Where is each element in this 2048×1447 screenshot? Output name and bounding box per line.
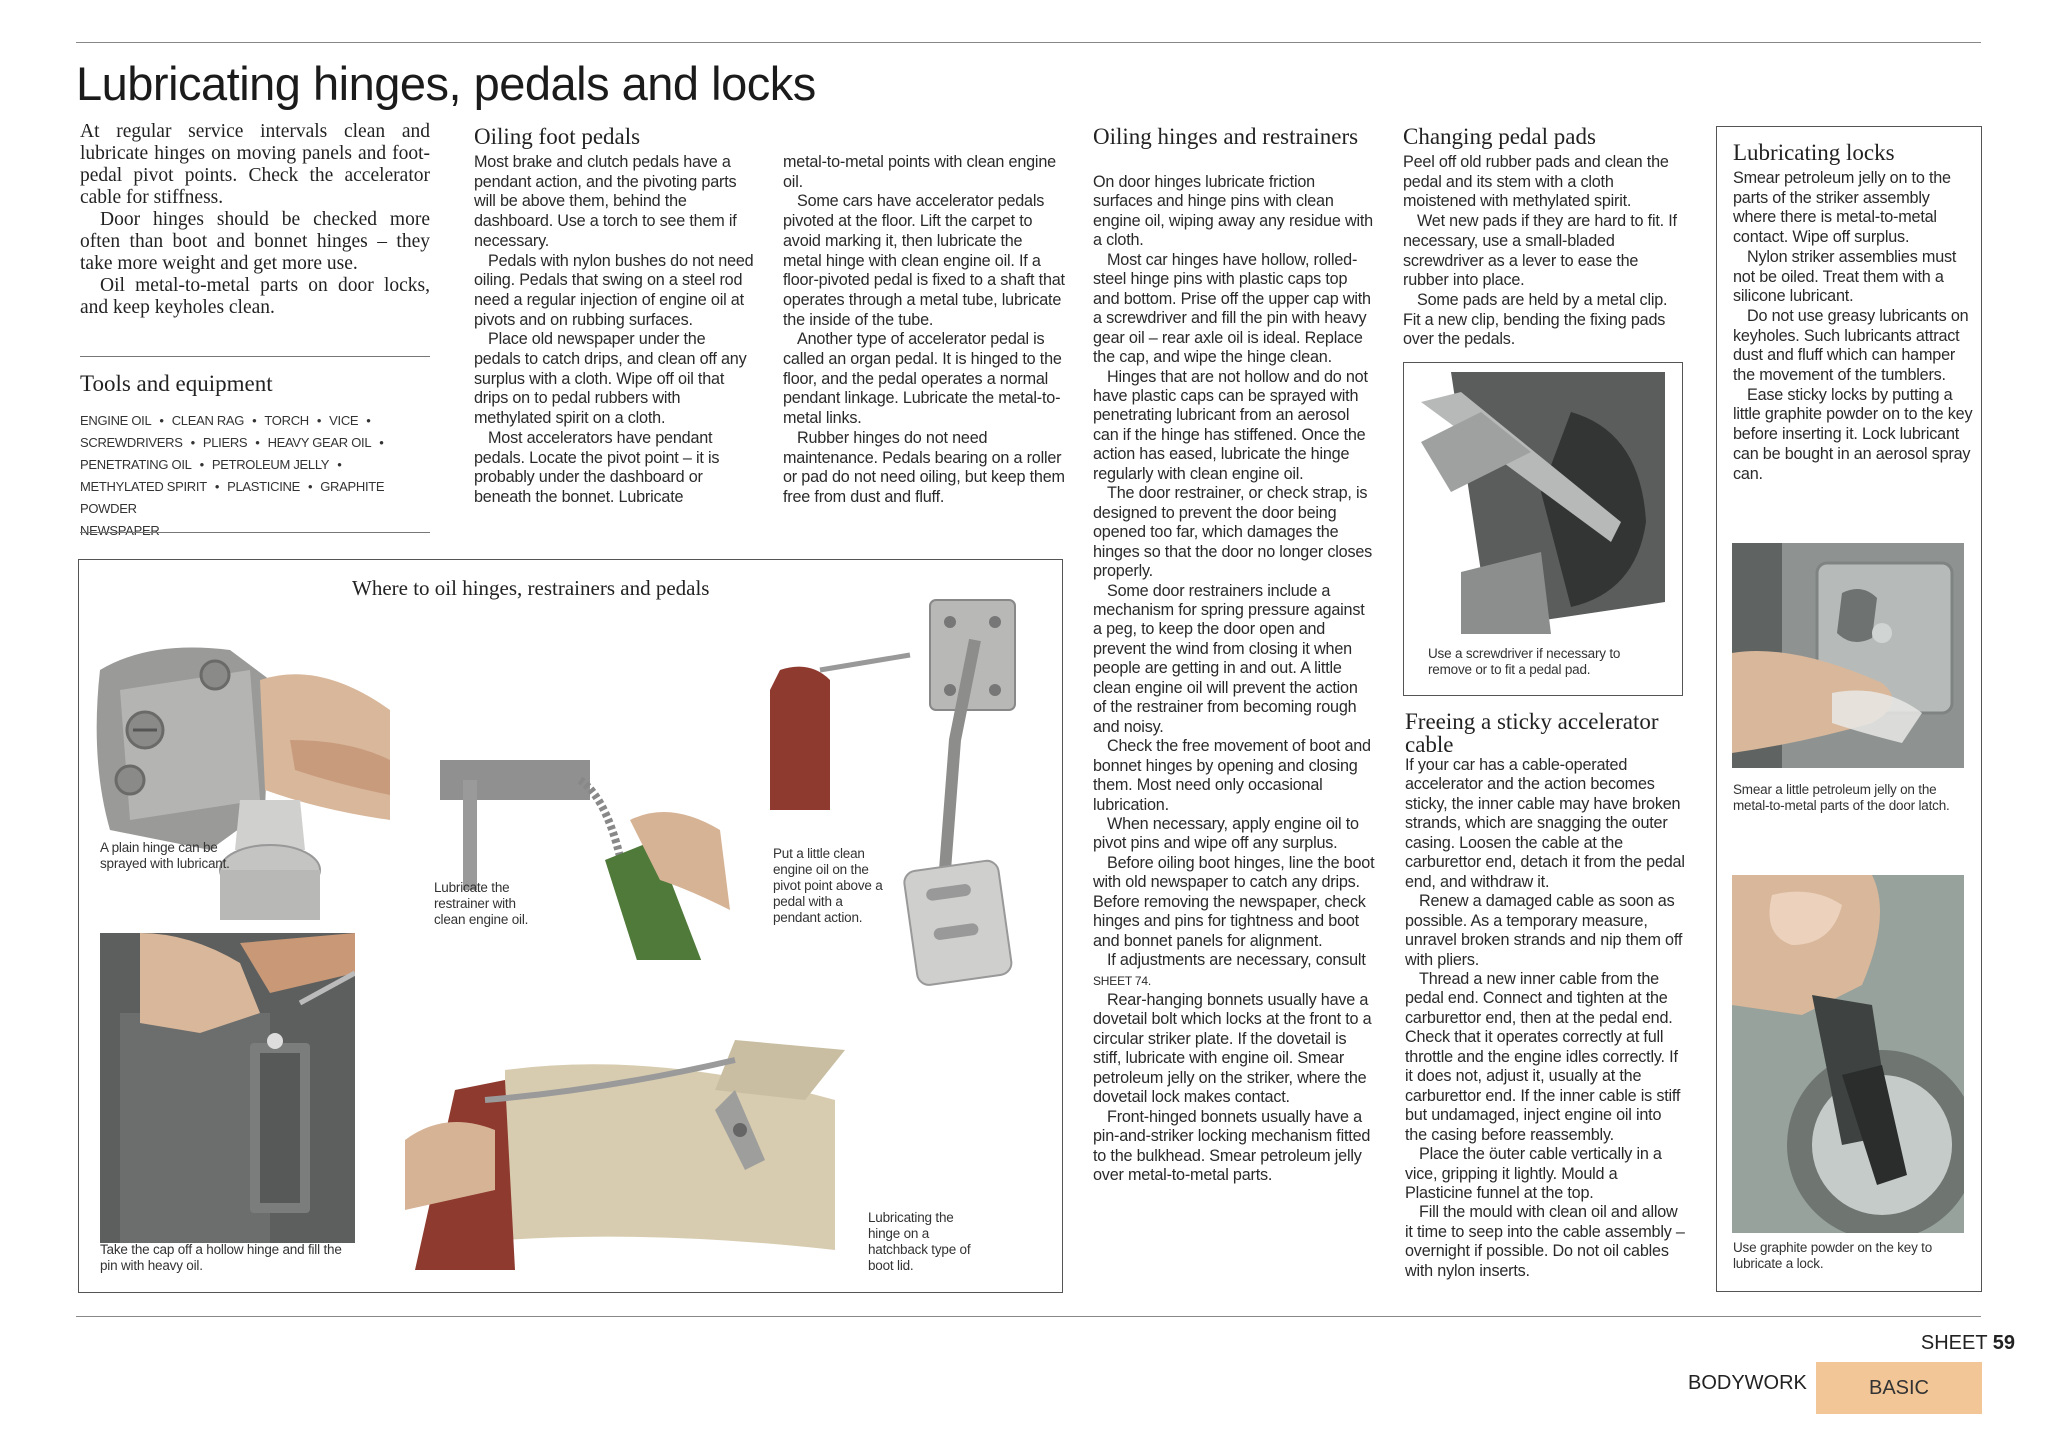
intro-paragraph: At regular service intervals clean and lubricate hinges on moving panels and foot-pedal pivot points. Check the accelerator cable for stiffness. (80, 121, 430, 208)
page-title: Lubricating hinges, pedals and locks (76, 57, 816, 110)
tool-item: NEWSPAPER (80, 523, 160, 538)
cable-column (1405, 756, 1685, 1281)
pedals-paragraph: Pedals with nylon bushes do not need oiling. Pedals that swing on a steel rod need a regular injection of engine oil at pivots and on rubbing surfaces. (474, 251, 754, 329)
caption-pedal-pad: Use a screwdriver if necessary to remove or to fit a pedal pad. (1428, 646, 1621, 677)
hinges-consult-text: If adjustments are necessary, consult (1107, 951, 1366, 970)
caption-door-latch: Smear a little petroleum jelly on the metal-to-metal parts of the door latch. (1733, 782, 1950, 813)
bottom-rule (76, 1316, 1981, 1317)
caption-restrainer: Lubricate the restrainer with clean engine oil. (434, 880, 529, 927)
locks-paragraph: Do not use greasy lubricants on keyholes. Such lubricants attract dust and fluff which can hamper the movement of the tumblers. (1733, 306, 1969, 385)
hinges-column (1093, 173, 1375, 1186)
tools-bottom-rule (80, 532, 430, 533)
intro-paragraph: Oil metal-to-metal parts on door locks, and keep keyholes clean. (80, 275, 430, 318)
pedals-column-2 (783, 153, 1065, 508)
tool-item: VICE (329, 413, 359, 428)
caption-hatchback: Lubricating the hinge on a hatchback type of boot lid. (868, 1210, 971, 1273)
pads-paragraph: Wet new pads if they are hard to fit. If necessary, use a small-bladed screwdriver as a lever to ease the rubber into place. (1403, 212, 1677, 290)
tool-item: PETROLEUM JELLY (211, 457, 330, 472)
door-latch-illustration (1732, 543, 1964, 768)
hinges-paragraph: Rear-hanging bonnets usually have a dovetail bolt which locks at the front to a circular striker plate. If the dovetail is stiff, lubricate with engine oil. Smear petroleum jelly on the striker, where the dovetail lock makes contact. (1093, 991, 1372, 1107)
tool-item: SCREWDRIVERS (80, 435, 183, 450)
locks-paragraph: Ease sticky locks by putting a little graphite powder on to the key before inserting it. Lock lubricant can be bought in an aerosol spray can. (1733, 385, 1973, 483)
pedals-column-1 (474, 153, 756, 508)
pedals-paragraph: Some cars have accelerator pedals pivoted at the floor. Lift the carpet to avoid marking it, then lubricate the metal hinge with clean engine oil. If a floor-pivoted pedal is fixed to a shaft that operates through a metal tube, lubricate the inside of the tube. (783, 192, 1065, 329)
locks-paragraph: Smear petroleum jelly on to the parts of the striker assembly where there is metal-to-metal contact. Wipe off surplus. (1733, 169, 1951, 247)
pedals-heading: Oiling foot pedals (474, 124, 641, 149)
top-rule (76, 42, 1981, 43)
tool-item: CLEAN RAG (171, 413, 245, 428)
tool-item: ENGINE OIL (80, 413, 152, 428)
sheet-label: SHEET (1920, 1332, 1988, 1354)
pads-paragraph: Peel off old rubber pads and clean the pedal and its stem with a cloth moistened with methylated spirit. (1403, 153, 1669, 211)
pedals-paragraph: Most brake and clutch pedals have a pendant action, and the pivoting parts will be above them, behind the dashboard. Use a torch to see them if necessary. (474, 153, 737, 250)
key-graphite-illustration (1732, 875, 1964, 1233)
pads-paragraph: Some pads are held by a metal clip. Fit a new clip, bending the fixing pads over the pedals. (1403, 290, 1668, 349)
tool-item: PLASTICINE (227, 479, 300, 494)
plain-hinge-illustration (90, 620, 390, 920)
caption-plain-hinge: A plain hinge can be sprayed with lubricant. (100, 840, 230, 871)
cable-paragraph: Thread a new inner cable from the pedal end. Connect and tighten at the carburettor end, then at the pedal end. Check that it operates correctly at full throttle and the engine idles correctly. If it does not, adjust it, usually at the carburettor end. If the inner cable is stiff but undamaged, inject engine oil into the casing before reassembly. (1405, 969, 1681, 1144)
locks-column (1733, 169, 1973, 484)
cable-paragraph: Fill the mould with clean oil and allow it time to seep into the cable assembly – overnight if possible. Do not oil cables with nylon inserts. (1405, 1203, 1685, 1280)
cable-paragraph: If your car has a cable-operated accelerator and the action becomes sticky, the inner cable may have broken strands, which are snagging the outer casing. Loosen the cable at the carburettor end, detach it from the pedal end, and withdraw it. (1405, 756, 1685, 891)
hinges-paragraph: On door hinges lubricate friction surfaces and hinge pins with clean engine oil, wiping away any residue with a cloth. (1093, 173, 1373, 250)
tool-item: PENETRATING OIL (80, 457, 192, 472)
caption-pendant-pedal: Put a little clean engine oil on the pivot point above a pedal with a pendant action. (773, 846, 883, 925)
hinges-paragraph: Hinges that are not hollow and do not have plastic caps can be sprayed with penetrating lubricant from an aerosol can if the hinge has stiffened. Once the action has eased, lubricate the hinge regularly with clean engine oil. (1093, 367, 1368, 483)
hinges-paragraph: Front-hinged bonnets usually have a pin-and-striker locking mechanism fitted to the bulkhead. Smear petroleum jelly over metal-to-metal parts. (1093, 1107, 1371, 1185)
tools-list: ENGINE OIL • CLEAN RAG • TORCH • VICE • SCREWDRIVERS • PLIERS • HEAVY GEAR OIL • PENETRATING OIL • PETROLEUM JELLY • METHYLATED SPIRIT • PLASTICINE • GRAPHITE POWDER NEWSPAPER (80, 413, 385, 538)
locks-paragraph: Nylon striker assemblies must not be oiled. Treat them with a silicone lubricant. (1733, 247, 1957, 306)
cable-heading: Freeing a sticky accelerator cable (1405, 709, 1659, 757)
hinges-paragraph: Check the free movement of boot and bonnet hinges by opening and closing them. Most need only occasional lubrication. (1093, 737, 1371, 814)
level-label: BASIC (1868, 1376, 1930, 1399)
level-badge (1816, 1362, 1982, 1414)
hinges-paragraph (1093, 951, 1375, 991)
sheet-number (1921, 1332, 2015, 1355)
pedals-paragraph: Rubber hinges do not need maintenance. Pedals bearing on a roller or pad do not need oiling, but keep them free from dust and fluff. (783, 428, 1065, 506)
pads-column (1403, 153, 1685, 350)
tool-item: METHYLATED SPIRIT (80, 479, 207, 494)
hatchback-hinge-illustration (405, 1030, 865, 1280)
tools-heading: Tools and equipment (80, 371, 273, 396)
tool-item: PLIERS (202, 435, 248, 450)
tool-item: HEAVY GEAR OIL (267, 435, 372, 450)
intro-text (80, 121, 430, 319)
hinges-paragraph: The door restrainer, or check strap, is designed to prevent the door being opened too far, which damages the hinges so that the door no longer closes properly. (1093, 484, 1373, 581)
hinges-paragraph: Most car hinges have hollow, rolled-steel hinge pins with plastic caps top and bottom. Prise off the upper cap with a screwdriver and fill the pin with heavy gear oil – rear axle oil is ideal. Replace the cap, and wipe the hinge clean. (1093, 250, 1371, 367)
caption-key-graphite: Use graphite powder on the key to lubricate a lock. (1733, 1240, 1933, 1271)
pedals-paragraph: metal-to-metal points with clean engine oil. (783, 153, 1056, 191)
pedals-paragraph: Place old newspaper under the pedals to catch drips, and clean off any surplus with a cloth. Wipe off oil that drips on to pedal rubbers with methylated spirit on a cloth. (474, 330, 747, 428)
hinges-paragraph: When necessary, apply engine oil to pivot pins and wipe off any surplus. (1093, 814, 1359, 853)
intro-paragraph: Door hinges should be checked more often than boot and bonnet hinges – they take more weight and get more use. (80, 209, 430, 274)
section-label: BODYWORK (1688, 1372, 1807, 1394)
locks-heading: Lubricating locks (1733, 140, 1895, 165)
pedals-paragraph: Another type of accelerator pedal is called an organ pedal. It is hinged to the floor, and the pedal operates a normal pendant linkage. Lubricate the metal-to-metal links. (783, 330, 1062, 428)
pedal-pad-illustration (1421, 372, 1665, 634)
hinges-heading: Oiling hinges and restrainers (1093, 124, 1359, 149)
cable-paragraph: Place the öuter cable vertically in a vice, gripping it lightly. Mould a Plasticine funnel at the top. (1405, 1145, 1662, 1202)
tools-top-rule (80, 356, 430, 357)
caption-hollow-hinge: Take the cap off a hollow hinge and fill the pin with heavy oil. (100, 1242, 342, 1273)
pads-heading: Changing pedal pads (1403, 124, 1596, 149)
pedals-paragraph: Most accelerators have pendant pedals. Locate the pivot point – it is probably under the dashboard or beneath the bonnet. Lubricate (474, 428, 720, 506)
illustration-heading: Where to oil hinges, restrainers and pedals (352, 576, 710, 600)
cable-paragraph: Renew a damaged cable as soon as possible. As a temporary measure, unravel broken strands and nip them off with pliers. (1405, 892, 1683, 969)
tool-item: TORCH (264, 413, 309, 428)
hollow-hinge-illustration (100, 933, 355, 1243)
tool-item: GRAPHITE POWDER (80, 479, 385, 516)
hinges-paragraph: Some door restrainers include a mechanism for spring pressure against a peg, to keep the door open and prevent the wind from closing it when people are getting in and out. A little clean engine oil will prevent the action of the restrainer from becoming rough and noisy. (1093, 581, 1365, 736)
hinges-paragraph: Before oiling boot hinges, line the boot with old newspaper to catch any drips. Before removing the newspaper, check hinges and pins for tightness and boot and bonnet panels for alignment. (1093, 853, 1375, 950)
sheet-number-value: 59 (1992, 1332, 2015, 1354)
sheet-reference-link[interactable]: SHEET 74. (1093, 973, 1152, 988)
pendant-pedal-illustration (770, 580, 1055, 990)
